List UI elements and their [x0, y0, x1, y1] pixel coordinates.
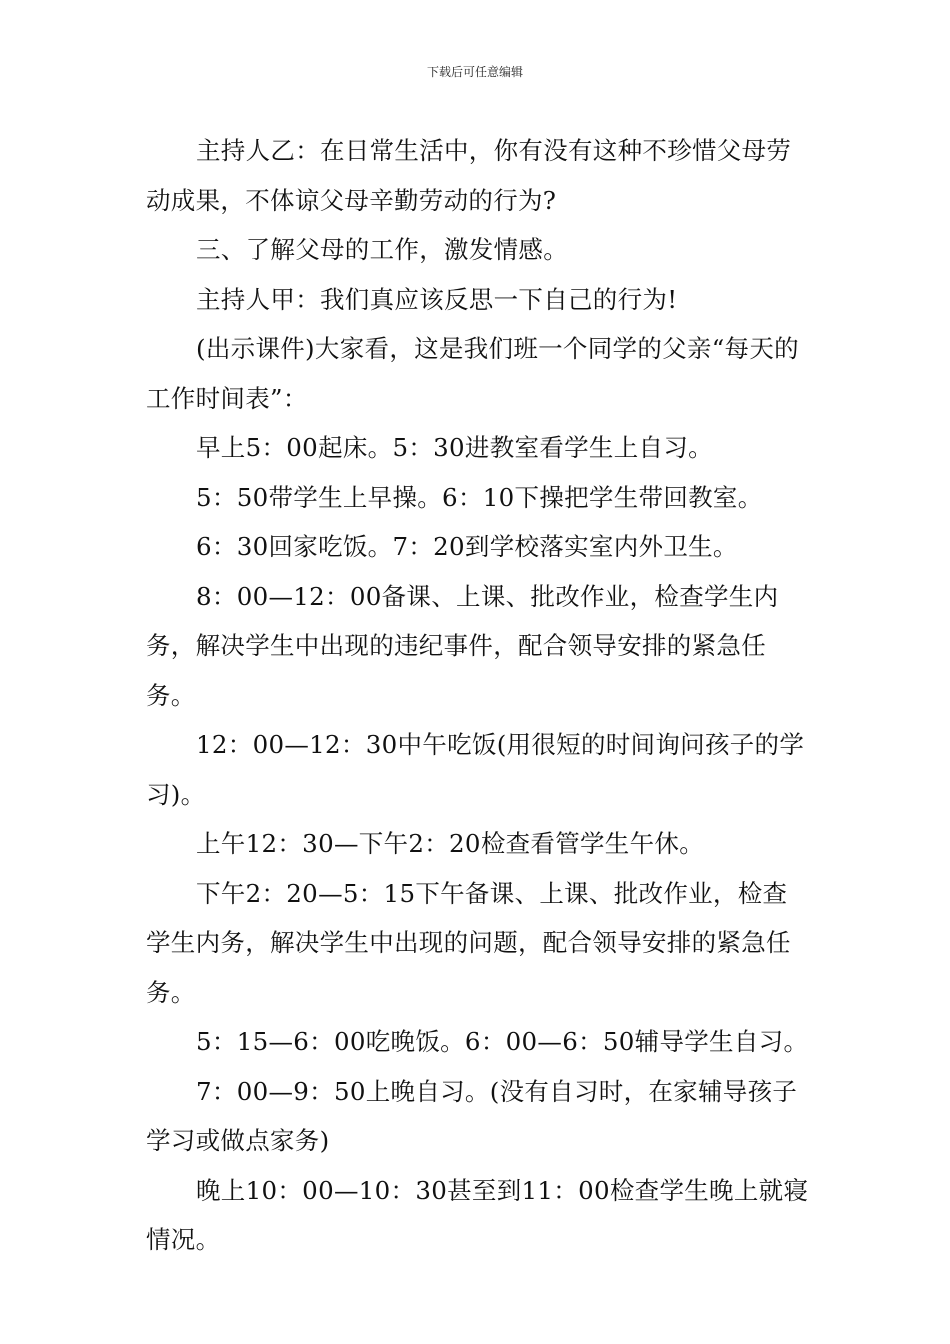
paragraph: 5：50带学生上早操。6：10下操把学生带回教室。 — [196, 482, 763, 512]
paragraph: 三、了解父母的工作，激发情感。 — [196, 235, 568, 264]
document-body — [146, 126, 810, 1265]
paragraph: 主持人甲：我们真应该反思一下自己的行为! — [196, 284, 678, 314]
paragraph: 8：00—12：00备课、上课、批改作业，检查学生内务，解决学生中出现的违纪事件，配合领导安排的紧急任务。 — [146, 581, 779, 710]
paragraph: 晚上10：00—10：30甚至到11：00检查学生晚上就寝情况。 — [146, 1175, 809, 1254]
page-header: 下载后可任意编辑 — [426, 65, 523, 79]
paragraph: 主持人乙：在日常生活中，你有没有这种不珍惜父母劳动成果，不体谅父母辛勤劳动的行为? — [146, 136, 792, 215]
paragraph: 下午2：20—5：15下午备课、上课、批改作业，检查学生内务，解决学生中出现的问题，配合领导安排的紧急任务。 — [146, 878, 791, 1007]
paragraph: 6：30回家吃饭。7：20到学校落实室内外卫生。 — [196, 532, 738, 561]
paragraph: 7：00—9：50上晚自习。(没有自习时，在家辅导孩子学习或做点家务) — [146, 1076, 798, 1155]
paragraph: 早上5：00起床。5：30进教室看学生上自习。 — [196, 433, 713, 462]
paragraph: 5：15—6：00吃晚饭。6：00—6：50辅导学生自习。 — [196, 1027, 809, 1056]
paragraph: (出示课件)大家看，这是我们班一个同学的父亲“每天的工作时间表”： — [146, 334, 799, 413]
paragraph: 上午12：30—下午2：20检查看管学生午休。 — [196, 829, 705, 858]
paragraph: 12：00—12：30中午吃饭(用很短的时间询问孩子的学习)。 — [146, 730, 805, 809]
